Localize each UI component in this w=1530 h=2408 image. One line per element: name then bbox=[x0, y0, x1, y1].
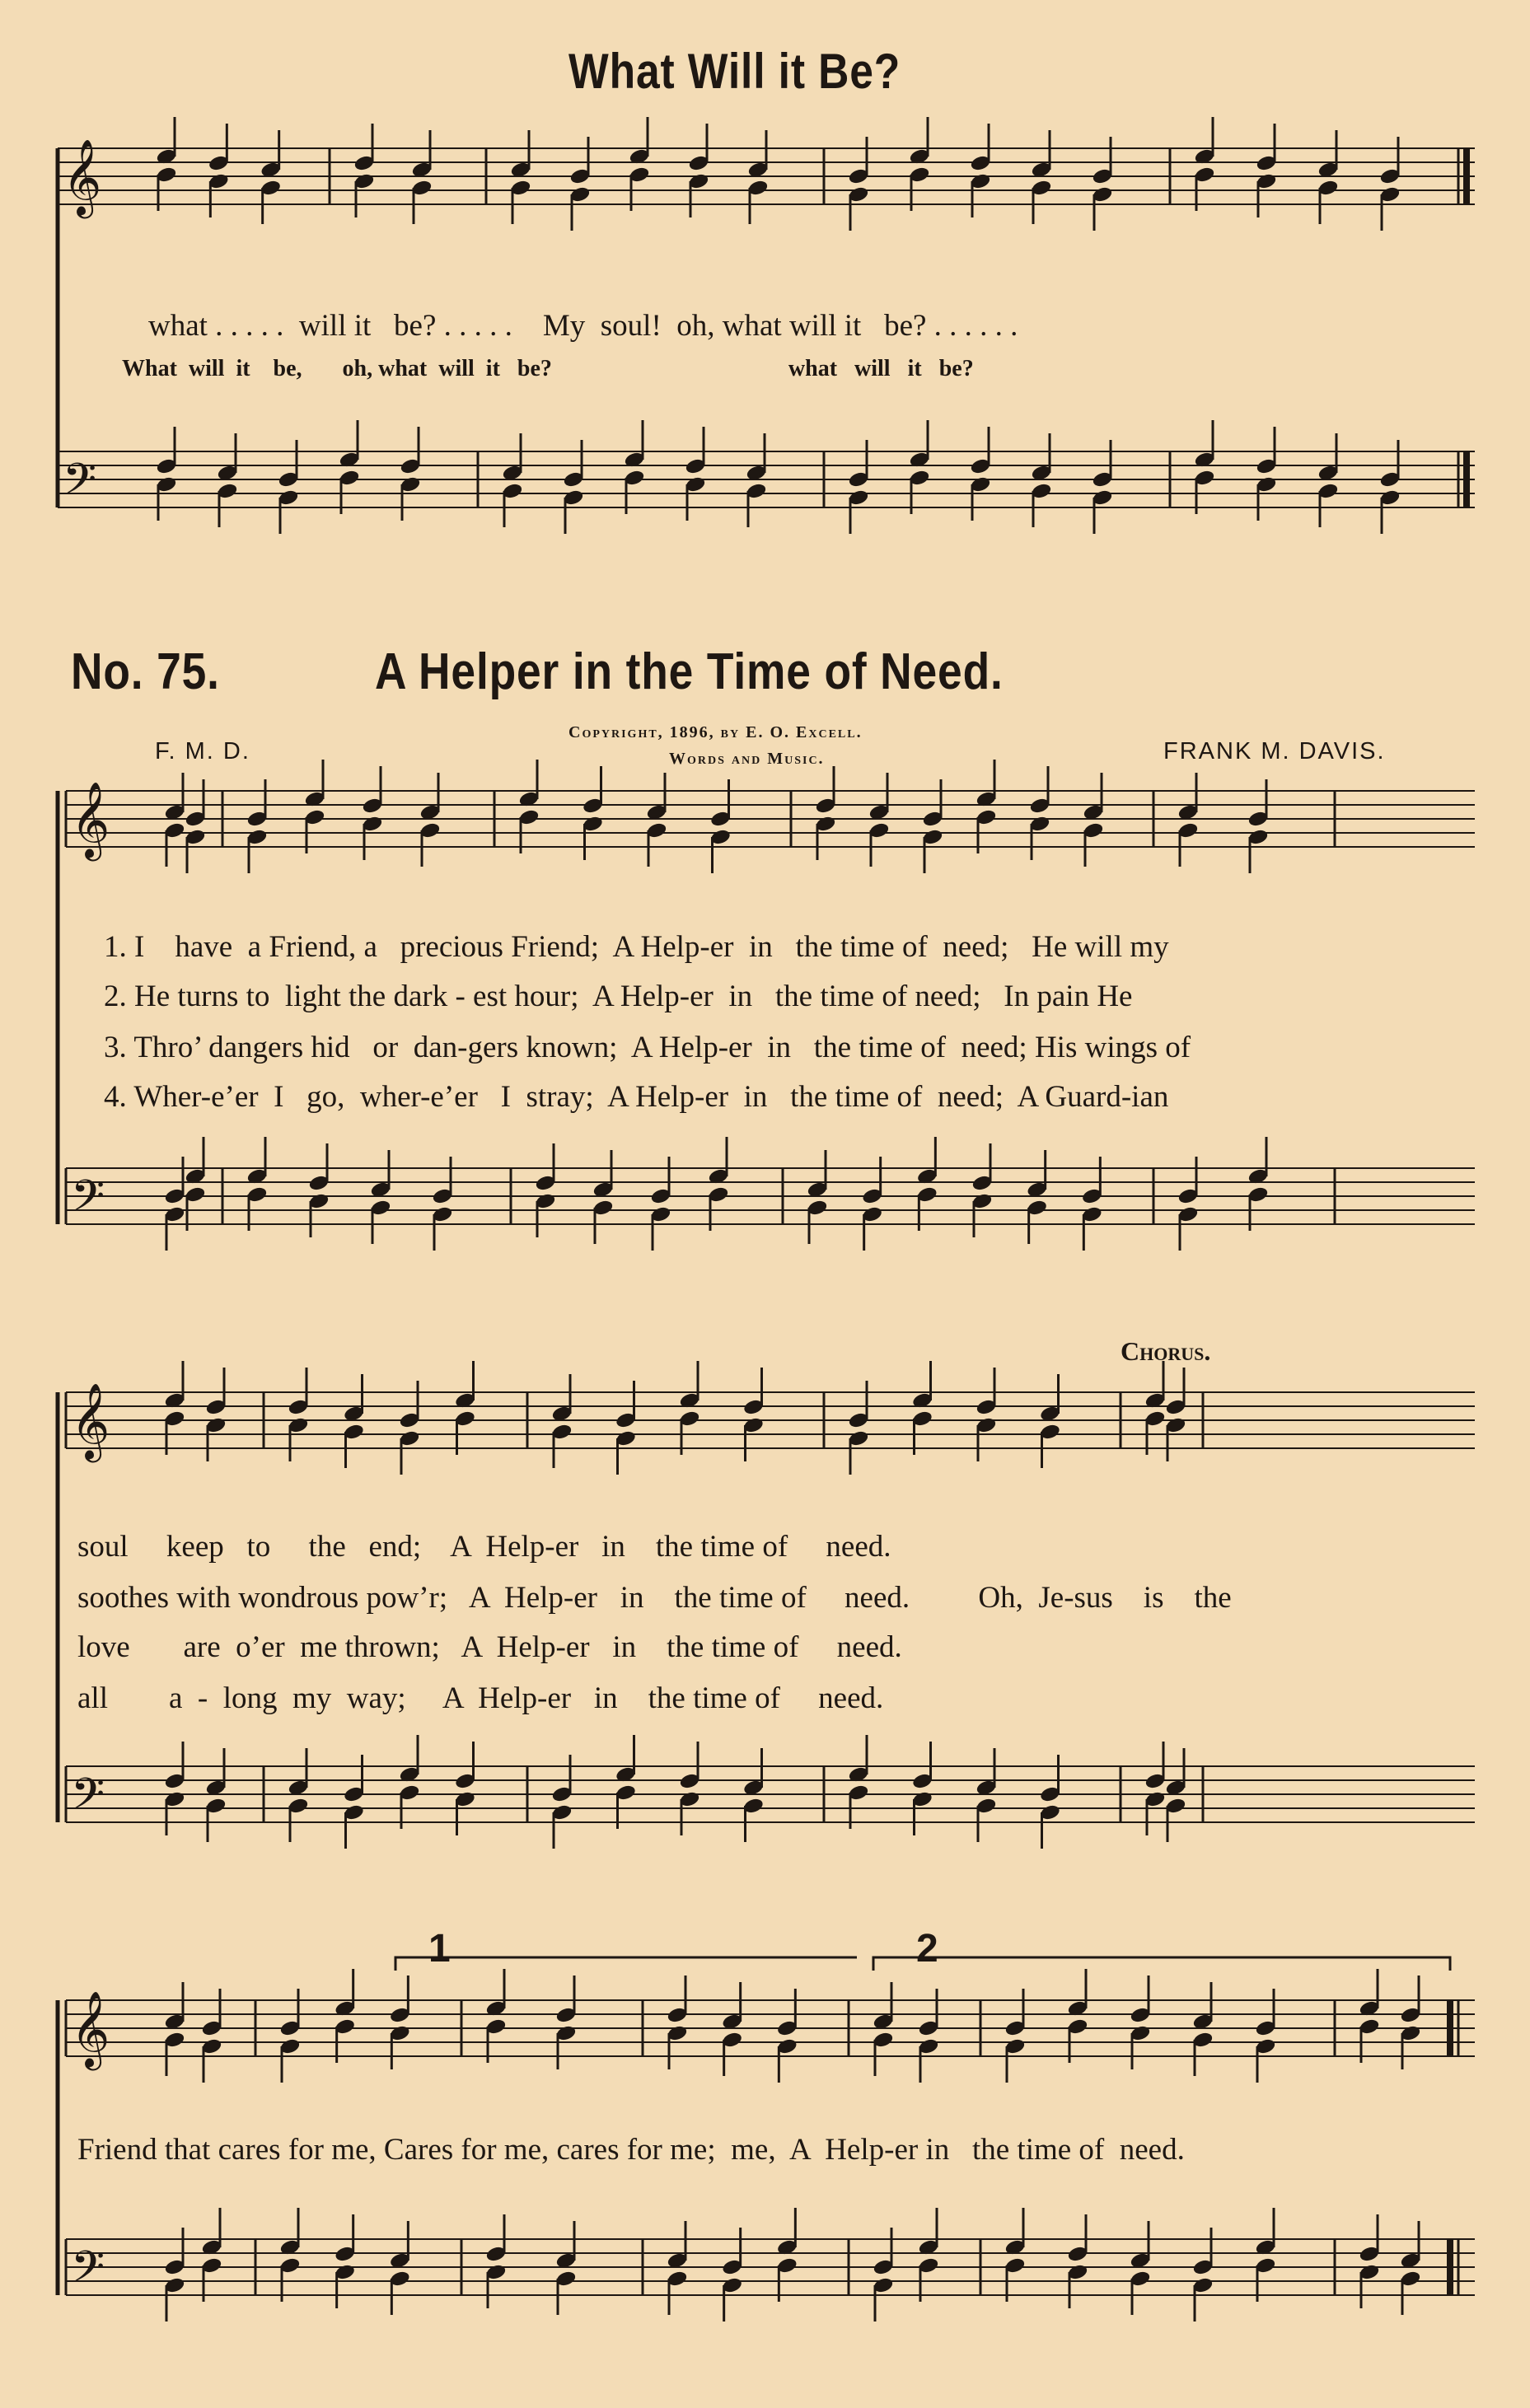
words-and-music: Words and Music. bbox=[669, 750, 825, 768]
treble-clef-icon: 𝄞 bbox=[71, 1990, 110, 2067]
bass-clef-icon: 𝄢 bbox=[63, 455, 97, 516]
treble-clef-icon: 𝄞 bbox=[71, 781, 110, 858]
author-initials: F. M. D. bbox=[155, 738, 250, 764]
first-ending-number: 1 bbox=[428, 1927, 452, 1971]
verse-2-part-1: 2. He turns to light the dark - est hour; A Help-er in the time of need; In pain He bbox=[104, 980, 1133, 1013]
first-ending-bracket bbox=[395, 1957, 857, 1971]
bass-clef-icon: 𝄢 bbox=[71, 1171, 105, 1232]
second-ending-number: 2 bbox=[916, 1927, 939, 1971]
verse-1-part-1: 1. I have a Friend, a precious Friend; A Help-er in the time of need; He will my bbox=[104, 930, 1169, 964]
treble-clef-icon: 𝄞 bbox=[63, 138, 102, 215]
chorus-lyric-line: Friend that cares for me, Cares for me, cares for me; me, A Help-er in the time of need. bbox=[77, 2133, 1185, 2167]
composer: FRANK M. DAVIS. bbox=[1163, 738, 1386, 764]
verse-4-part-1: 4. Wher-e’er I go, wher-e’er I stray; A Help-er in the time of need; A Guard-ian bbox=[104, 1080, 1169, 1114]
bass-clef-icon: 𝄢 bbox=[71, 2242, 105, 2303]
hymn-title: A Helper in the Time of Need. bbox=[375, 643, 1004, 700]
verse-2-part-2: soothes with wondrous pow’r; A Help-er in the time of need. Oh, Je-sus is the bbox=[77, 1581, 1232, 1615]
treble-clef-icon: 𝄞 bbox=[71, 1382, 110, 1459]
top-hymn-lyric-line-2: What will it be, oh, what will it be? what will it be? bbox=[122, 356, 974, 381]
bass-clef-icon: 𝄢 bbox=[71, 1770, 105, 1831]
chorus-label: Chorus. bbox=[1121, 1336, 1211, 1366]
verse-4-part-2: all a - long my way; A Help-er in the time of need. bbox=[77, 1681, 884, 1715]
verse-1-part-2: soul keep to the end; A Help-er in the time of need. bbox=[77, 1530, 891, 1564]
copyright-notice: Copyright, 1896, by E. O. Excell. bbox=[568, 723, 863, 741]
verse-3-part-1: 3. Thro’ dangers hid or dan-gers known; A Help-er in the time of need; His wings of bbox=[104, 1031, 1191, 1064]
top-hymn-title: What Will it Be? bbox=[568, 44, 901, 99]
verse-3-part-2: love are o’er me thrown; A Help-er in the time of need. bbox=[77, 1630, 902, 1664]
second-ending-bracket bbox=[873, 1957, 1450, 1971]
top-hymn-lyric-line-1: what . . . . . will it be? . . . . . My soul! oh, what will it be? . . . . . . bbox=[148, 309, 1018, 343]
hymn-number: No. 75. bbox=[71, 643, 220, 700]
